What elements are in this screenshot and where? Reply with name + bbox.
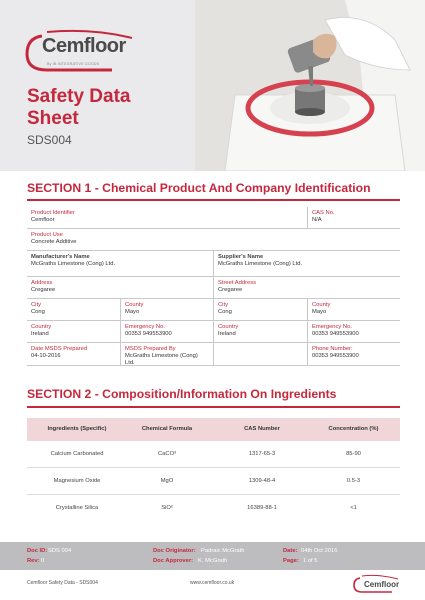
supplier-country-label: Country — [218, 324, 239, 330]
country-label: Country — [31, 324, 52, 330]
date-label: Date: — [283, 548, 298, 554]
section-1-heading: SECTION 1 - Chemical Product And Company Identification — [27, 181, 371, 195]
product-use-value: Concrete Additive — [31, 239, 77, 245]
supplier-city-label: City — [218, 302, 228, 308]
table-cell: CaCO³ — [157, 451, 177, 457]
manufacturer-label: Manufacturer's Name — [31, 254, 90, 260]
product-identifier-value: Cemfloor — [31, 217, 55, 223]
county-cell — [120, 299, 213, 321]
supplier-emergency-cell — [307, 321, 400, 343]
emergency-cell — [120, 321, 213, 343]
phone-label: Phone Number: — [312, 346, 353, 352]
emergency-label: Emergency No. — [125, 324, 165, 330]
originator-value: Padraic McGrath — [201, 548, 245, 554]
prepared-by-cell — [120, 343, 213, 366]
supplier-county-label: County — [312, 302, 331, 308]
product-identifier-label: Product Identifier — [31, 210, 75, 216]
supplier-county-cell — [307, 299, 400, 321]
product-use-cell — [27, 229, 400, 251]
cas-no-value: N/A — [312, 217, 322, 223]
street-address-value: Cregaree — [218, 287, 243, 293]
column-header: Concentration (%) — [328, 426, 379, 432]
date-prepared-label: Date MSDS Prepared — [31, 346, 88, 352]
supplier-county-value: Mayo — [312, 309, 327, 315]
doc-id-label: Doc ID: — [27, 548, 48, 554]
country-cell — [27, 321, 120, 343]
manufacturer-cell — [27, 251, 213, 277]
page-title: Safety Data Sheet — [27, 86, 131, 129]
table-cell: Magnesium Oxide — [53, 478, 101, 484]
city-label: City — [31, 302, 41, 308]
address-label: Address — [31, 280, 53, 286]
product-use-label: Product Use — [31, 232, 63, 238]
county-label: County — [125, 302, 144, 308]
table-row — [27, 441, 400, 468]
table-cell: Calcium Carbonated — [50, 451, 104, 457]
section-2-rule — [27, 406, 400, 408]
date-prepared-cell — [27, 343, 120, 366]
table-cell: SiO² — [161, 505, 173, 511]
prepared-by-value: McGraths Limestone (Cong) Ltd. — [125, 353, 198, 366]
page-label: Page: — [283, 558, 299, 564]
column-header: CAS Number — [244, 426, 280, 432]
document-info-band — [0, 542, 425, 570]
supplier-country-value: Ireland — [218, 331, 236, 337]
table-cell: <1 — [350, 505, 357, 511]
address-cell — [27, 277, 213, 299]
column-header: Ingredients (Specific) — [47, 426, 107, 432]
prepared-by-label: MSDS Prepared By — [125, 346, 176, 352]
doc-id-value: SDS 004 — [48, 548, 72, 554]
table-row — [27, 468, 400, 495]
footer-logo-icon — [352, 573, 402, 595]
table-cell: Crystalline Silica — [55, 505, 99, 511]
rev-value: 0 — [41, 558, 45, 564]
footer-url-link[interactable]: www.cemfloor.co.uk — [190, 580, 235, 586]
cas-no-cell — [307, 207, 400, 229]
city-value: Cong — [31, 309, 45, 315]
section-2-heading: SECTION 2 - Composition/Information On Ingredients — [27, 387, 337, 401]
phone-cell — [307, 343, 400, 366]
date-prepared-value: 04-10-2016 — [31, 353, 61, 359]
cas-no-label: CAS No. — [312, 210, 335, 216]
table-cell: 16389-88-1 — [247, 505, 277, 511]
logo-subtext: By IB INTEGRATIVE GOODS — [47, 62, 100, 66]
table-cell: 1317-65-3 — [248, 451, 276, 457]
phone-value: 00353 949553900 — [312, 353, 359, 359]
table-cell: MgO — [160, 478, 174, 484]
logo-text: Cemfloor — [42, 35, 126, 57]
supplier-cell — [213, 251, 400, 277]
product-identifier-cell — [27, 207, 307, 229]
manufacturer-value: McGraths Limestone (Cong) Ltd. — [31, 261, 116, 267]
hero-photo — [195, 0, 425, 171]
document-code: SDS004 — [27, 133, 72, 147]
table-row — [27, 495, 400, 522]
county-value: Mayo — [125, 309, 140, 315]
hero-illustration — [195, 0, 425, 171]
street-address-label: Street Address — [218, 280, 257, 286]
table-header — [27, 418, 400, 441]
address-value: Cregaree — [31, 287, 56, 293]
table-cell: 1309-48-4 — [248, 478, 276, 484]
footer-document-label: Cemfloor Safety Data - SDS004 — [27, 580, 98, 586]
column-header: Chemical Formula — [141, 426, 193, 432]
emergency-value: 00353 949553900 — [125, 331, 172, 337]
blank-cell — [213, 343, 307, 366]
supplier-country-cell — [213, 321, 307, 343]
supplier-city-cell — [213, 299, 307, 321]
supplier-emergency-label: Emergency No. — [312, 324, 352, 330]
country-value: Ireland — [31, 331, 49, 337]
supplier-city-value: Cong — [218, 309, 232, 315]
supplier-value: McGraths Limestone (Cong) Ltd. — [218, 261, 303, 267]
table-cell: 0.5-3 — [346, 478, 361, 484]
section-1-rule — [27, 199, 400, 201]
originator-label: Doc Originator: — [153, 548, 196, 554]
date-value: 04th Oct 2016 — [301, 548, 338, 554]
supplier-emergency-value: 00353 949553900 — [312, 331, 359, 337]
approver-value: K. McGrath — [198, 558, 228, 564]
city-cell — [27, 299, 120, 321]
street-address-cell — [213, 277, 400, 299]
supplier-label: Supplier's Name — [218, 254, 264, 260]
approver-label: Doc Approver: — [153, 558, 194, 564]
footer-logo-text: Cemfloor — [364, 580, 400, 589]
rev-label: Rev: — [27, 558, 40, 564]
table-cell: 85-90 — [346, 451, 361, 457]
page-value: 1 of 5 — [303, 558, 318, 564]
